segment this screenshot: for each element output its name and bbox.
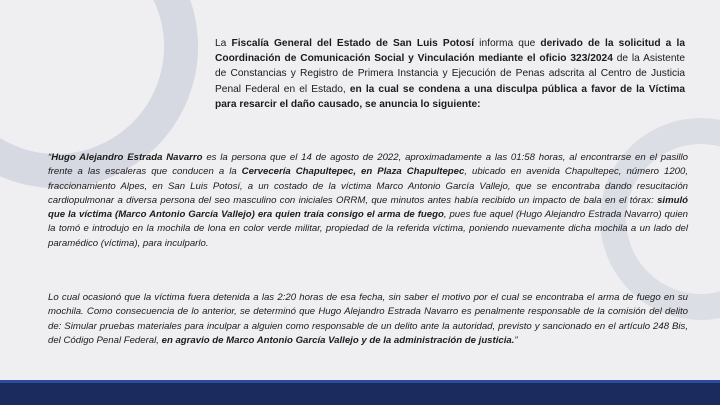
quote-text: , pues fue aquel (Hugo Alejandro Estrada Navarro) quien la tomó e introdujo en la mochila de lona en color verde militar, propiedad de la referida víctima, poniendo nuevamente dicha mochila a un lado del paramédico (víctima), para inculparlo. bbox=[48, 209, 688, 249]
offense-victim: en agravio de Marco Antonio García Vallejo y de la administración de justicia. bbox=[161, 334, 515, 346]
sentence-statement: en la cual se condena a una disculpa pública a favor de la Víctima para resarcir el daño causado, se anuncia lo siguiente: bbox=[215, 83, 685, 110]
quote-paragraph-1 bbox=[48, 151, 688, 251]
request-reference: derivado de la solicitud a la Coordinación de Comunicación Social y Vinculación mediante el oficio 323/2024 bbox=[215, 38, 685, 65]
footer-bar bbox=[0, 383, 720, 405]
intro-text: de la Asistente de Constancias y Registro de Primera Instancia y Ejecución de Penas adscrita al Centro de Justicia Penal Federal en el Estado, bbox=[215, 53, 686, 95]
quote-text: , ubicado en avenida Chapultepec, número 1200, fraccionamiento Alpes, en San Luis Potosí, a un costado de la víctima Marco Antonio García Vallejo, que se encontraba dando resucitación cardiopulmonar a diversa persona del seo masculino con iniciales ORRM, que minutos antes había recibido un impacto de bala en el tórax: bbox=[48, 166, 688, 206]
quote-text: es la persona que el 14 de agosto de 2022, aproximadamente a las 01:58 horas, al encontrarse en el pasillo frente a las escaleras que conducen a la bbox=[48, 152, 688, 178]
close-quote: ” bbox=[514, 334, 518, 346]
key-fact: simuló que la víctima (Marco Antonio García Vallejo) era quien traía consigo el arma de fuego bbox=[48, 194, 688, 221]
quote-paragraph-2 bbox=[48, 291, 688, 348]
open-quote: “ bbox=[48, 152, 52, 163]
intro-paragraph bbox=[215, 36, 685, 112]
quote-text: Lo cual ocasionó que la víctima fuera detenida a las 2:20 horas de esa fecha, sin saber el motivo por el cual se encontraba el arma de fuego en su mochila. Como consecuencia de lo anterior, se determinó que Hugo Alejandro Estrada Navarro es penalmente responsable de la comisión del delito de: Simular pruebas materiales para inculpar a alguien como responsable de un delito ante la autoridad, previsto y sancionado en el artículo 248 Bis, del Código Penal Federal, bbox=[48, 292, 688, 346]
defendant-name: Hugo Alejandro Estrada Navarro bbox=[51, 152, 203, 163]
intro-text: La bbox=[215, 38, 232, 49]
agency-name: Fiscalía General del Estado de San Luis Potosí bbox=[231, 38, 475, 49]
location-name: Cervecería Chapultepec, en Plaza Chapultepec bbox=[241, 166, 465, 178]
intro-text: informa que bbox=[474, 38, 541, 49]
